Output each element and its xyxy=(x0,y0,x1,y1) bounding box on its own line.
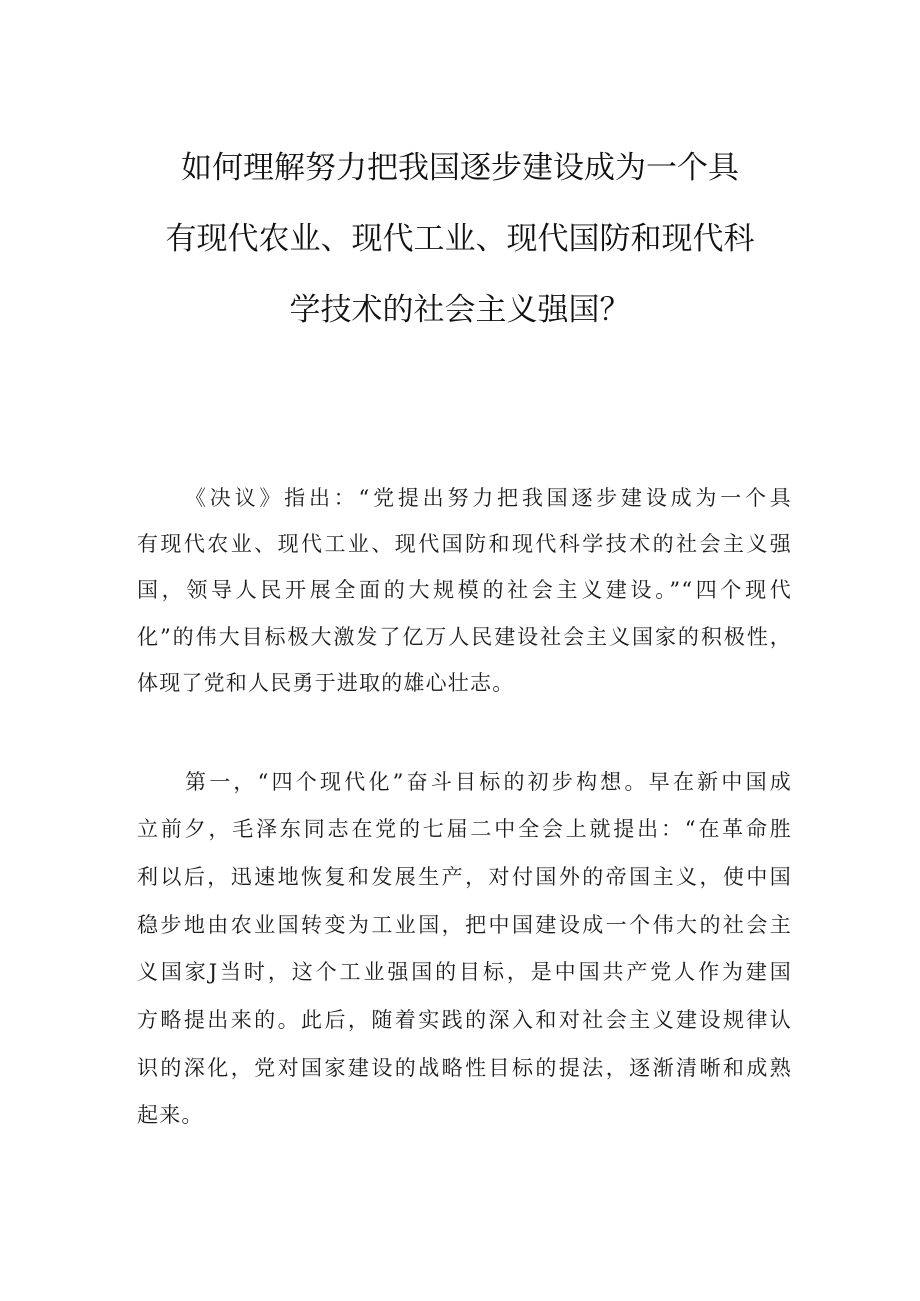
paragraph2-line-5: 义国家J当时，这个工业强国的目标，是中国共产党人作为建国 xyxy=(137,960,792,984)
title-line-2: 有现代农业、现代工业、现代国防和现代科 xyxy=(165,221,755,257)
paragraph1-line-2: 有现代农业、现代工业、现代国防和现代科学技术的社会主义强 xyxy=(137,532,792,556)
paragraph1-line-3: 国，领导人民开展全面的大规模的社会主义建设。”“四个现代 xyxy=(137,578,792,602)
paragraph2-line-3: 利以后，迅速地恢复和发展生产，对付国外的帝国主义，使中国 xyxy=(137,865,792,889)
title-line-1: 如何理解努力把我国逐步建设成为一个具 xyxy=(181,150,739,186)
paragraph1-line-1: 《决议》指出：“党提出努力把我国逐步建设成为一个具 xyxy=(185,486,792,510)
paragraph2-line-4: 稳步地由农业国转变为工业国，把中国建设成一个伟大的社会主 xyxy=(137,913,792,937)
paragraph2-line-6: 方略提出来的。此后，随着实践的深入和对社会主义建设规律认 xyxy=(137,1008,792,1032)
paragraph1-line-4: 化”的伟大目标极大激发了亿万人民建设社会主义国家的积极性， xyxy=(137,625,792,649)
paragraph2-line-8: 起来。 xyxy=(137,1103,204,1127)
paragraph2-line-1: 第一，“四个现代化”奋斗目标的初步构想。早在新中国成 xyxy=(185,770,792,794)
paragraph1-line-5: 体现了党和人民勇于进取的雄心壮志。 xyxy=(137,671,515,695)
title-line-3: 学技术的社会主义强国？ xyxy=(289,292,631,328)
paragraph2-line-7: 识的深化，党对国家建设的战略性目标的提法，逐渐清晰和成熟 xyxy=(137,1056,792,1080)
paragraph2-line-2: 立前夕，毛泽东同志在党的七届二中全会上就提出：“在革命胜 xyxy=(137,817,792,841)
